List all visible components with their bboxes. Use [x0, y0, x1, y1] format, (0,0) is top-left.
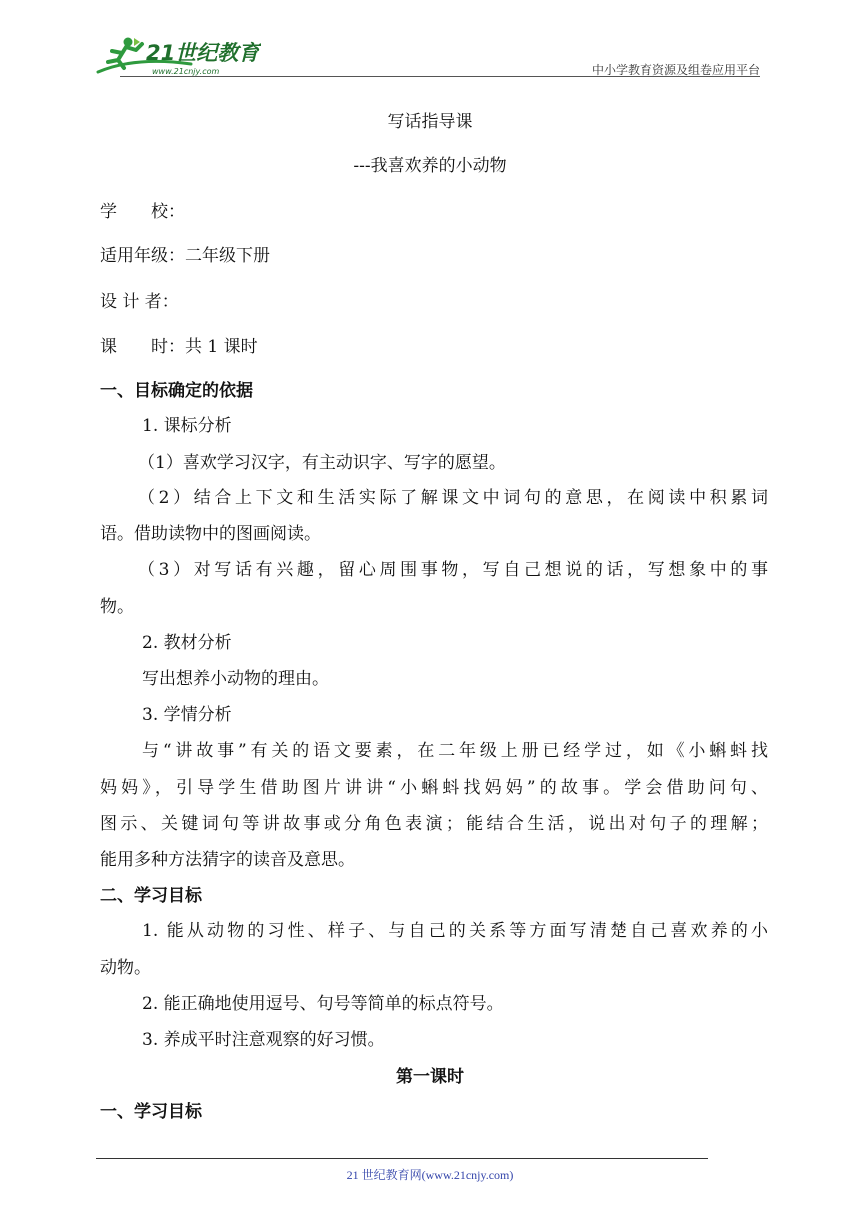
- subheading-textbook: 2. 教材分析: [142, 633, 232, 653]
- section-heading-objectives: 一、学习目标: [100, 1102, 202, 1122]
- footer-divider: [96, 1158, 708, 1159]
- section-heading-basis: 一、目标确定的依据: [100, 381, 253, 401]
- paragraph: （2）结合上下文和生活实际了解课文中词句的意思，在阅读中积累词: [138, 488, 768, 508]
- paragraph: 1. 能从动物的习性、样子、与自己的关系等方面写清楚自己喜欢养的小: [142, 921, 768, 941]
- designer-field: 设 计 者：: [100, 292, 179, 312]
- logo-url: www.21cnjy.com: [152, 67, 220, 76]
- paragraph: 妈妈》，引导学生借助图片讲讲“小蝌蚪找妈妈”的故事。学会借助问句、: [100, 778, 768, 798]
- subheading-students: 3. 学情分析: [142, 705, 232, 725]
- paragraph: （3）对写话有兴趣，留心周围事物，写自己想说的话，写想象中的事: [138, 560, 768, 580]
- runner-logo-icon: [96, 34, 261, 78]
- section-heading-goals: 二、学习目标: [100, 886, 202, 906]
- page-header: [96, 32, 760, 80]
- paragraph: 物。: [100, 597, 134, 617]
- paragraph: 语。借助读物中的图画阅读。: [100, 524, 321, 544]
- platform-name: 中小学教育资源及组卷应用平台: [591, 63, 760, 77]
- footer-link[interactable]: 21 世纪教育网(www.21cnjy.com): [346, 1168, 514, 1182]
- hours-field: 课 时：共 1 课时: [100, 337, 258, 357]
- paragraph: 2. 能正确地使用逗号、句号等简单的标点符号。: [142, 994, 504, 1014]
- paragraph: 3. 养成平时注意观察的好习惯。: [142, 1030, 385, 1050]
- doc-title: 写话指导课: [387, 112, 473, 132]
- paragraph: 写出想养小动物的理由。: [142, 669, 329, 689]
- paragraph: 图示、关键词句等讲故事或分角色表演；能结合生活，说出对句子的理解；: [100, 814, 768, 834]
- doc-subtitle: ---我喜欢养的小动物: [353, 156, 507, 176]
- paragraph: 能用多种方法猜字的读音及意思。: [100, 850, 355, 870]
- school-field: 学 校：: [100, 202, 185, 222]
- paragraph: （1）喜欢学习汉字，有主动识字、写字的愿望。: [138, 453, 506, 473]
- grade-field: 适用年级：二年级下册: [100, 246, 270, 266]
- logo-text: 21世纪教育: [146, 41, 260, 65]
- lesson-title: 第一课时: [396, 1067, 464, 1087]
- site-logo[interactable]: [96, 34, 261, 78]
- paragraph: 与“讲故事”有关的语文要素，在二年级上册已经学过，如《小蝌蚪找: [142, 741, 768, 761]
- paragraph: 动物。: [100, 958, 151, 978]
- header-divider: [120, 76, 760, 77]
- subheading-curriculum: 1. 课标分析: [142, 416, 232, 436]
